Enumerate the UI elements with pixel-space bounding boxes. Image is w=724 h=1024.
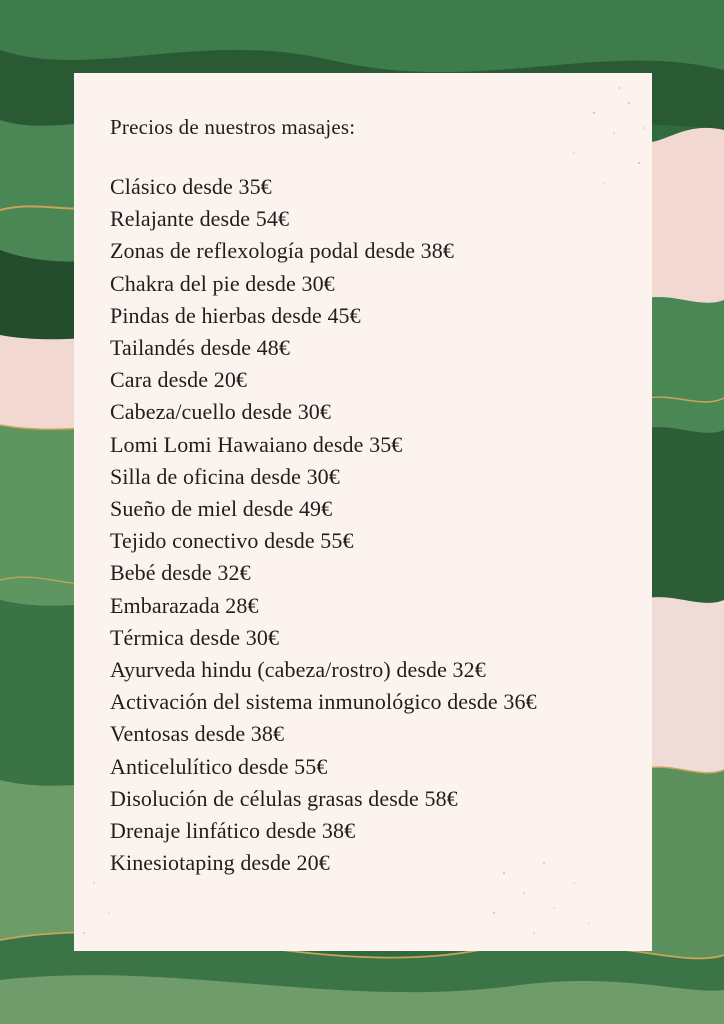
massage-price-list <box>110 171 652 879</box>
list-item: Drenaje linfático desde 38€ <box>110 818 356 844</box>
page-title: Precios de nuestros masajes: <box>110 115 356 139</box>
list-item: Activación del sistema inmunológico desde 36€ <box>110 689 537 715</box>
list-item: Térmica desde 30€ <box>110 624 280 650</box>
list-item: Relajante desde 54€ <box>110 206 290 232</box>
list-item: Cara desde 20€ <box>110 367 248 393</box>
list-item: Zonas de reflexología podal desde 38€ <box>110 238 454 264</box>
list-item: Tejido conectivo desde 55€ <box>110 528 354 554</box>
list-item: Clásico desde 35€ <box>110 174 272 199</box>
list-item: Anticelulítico desde 55€ <box>110 753 328 779</box>
list-item: Bebé desde 32€ <box>110 560 251 586</box>
list-item: Kinesiotaping desde 20€ <box>110 850 330 876</box>
list-item: Ventosas desde 38€ <box>110 721 285 747</box>
list-item: Ayurveda hindu (cabeza/rostro) desde 32€ <box>110 657 486 683</box>
list-item: Tailandés desde 48€ <box>110 335 290 361</box>
list-item: Silla de oficina desde 30€ <box>110 463 340 489</box>
list-item: Cabeza/cuello desde 30€ <box>110 399 331 425</box>
list-item: Sueño de miel desde 49€ <box>110 496 333 522</box>
list-item: Pindas de hierbas desde 45€ <box>110 302 361 328</box>
list-item: Disolución de células grasas desde 58€ <box>110 785 458 811</box>
list-item: Embarazada 28€ <box>110 592 259 618</box>
price-card <box>74 73 652 951</box>
list-item: Lomi Lomi Hawaiano desde 35€ <box>110 431 403 457</box>
list-item: Chakra del pie desde 30€ <box>110 270 335 296</box>
